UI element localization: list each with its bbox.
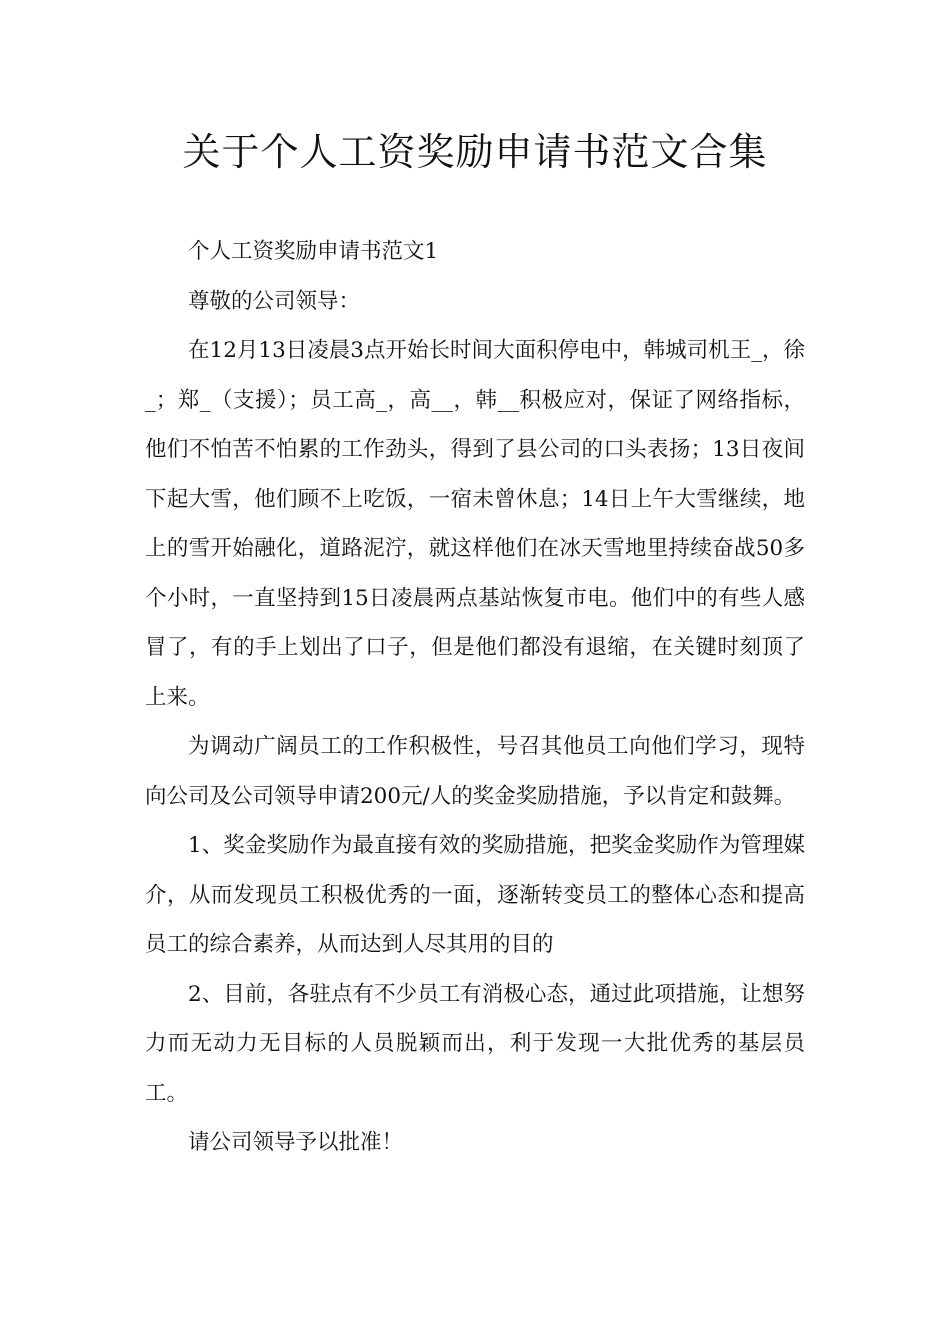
paragraph: 为调动广阔员工的工作积极性，号召其他员工向他们学习，现特向公司及公司领导申请200元/人的奖金奖励措施，予以肯定和鼓舞。 xyxy=(145,734,805,809)
closing-request: 请公司领导予以批准！ xyxy=(188,1130,404,1155)
salutation: 尊敬的公司领导： xyxy=(188,288,361,314)
section-heading: 个人工资奖励申请书范文1 xyxy=(188,239,439,264)
paragraph: 在12月13日凌晨3点开始长时间大面积停电中，韩城司机王_，徐_；郑_（支援）；员工高_，高__，韩__积极应对，保证了网络指标，他们不怕苦不怕累的工作劲头，得到了县公司的口头表扬；13日夜间下起大雪，他们顾不上吃饭，一宿未曾休息；14日上午大雪继续，地上的雪开始融化，道路泥泞，就这样他们在冰天雪地里持续奋战50多个小时，一直坚持到15日凌晨两点基站恢复市电。他们中的有些人感冒了，有的手上划出了口子，但是他们都没有退缩，在关键时刻顶了上来。 xyxy=(145,338,805,710)
paragraph: 1、奖金奖励作为最直接有效的奖励措施，把奖金奖励作为管理媒介，从而发现员工积极优秀的一面，逐渐转变员工的整体心态和提高员工的综合素养，从而达到人尽其用的目的 xyxy=(145,833,805,957)
document-title: 关于个人工资奖励申请书范文合集 xyxy=(182,130,768,174)
document-body xyxy=(145,227,805,1168)
paragraph: 2、目前，各驻点有不少员工有消极心态，通过此项措施，让想努力而无动力无目标的人员脱颖而出，利于发现一大批优秀的基层员工。 xyxy=(145,981,805,1106)
